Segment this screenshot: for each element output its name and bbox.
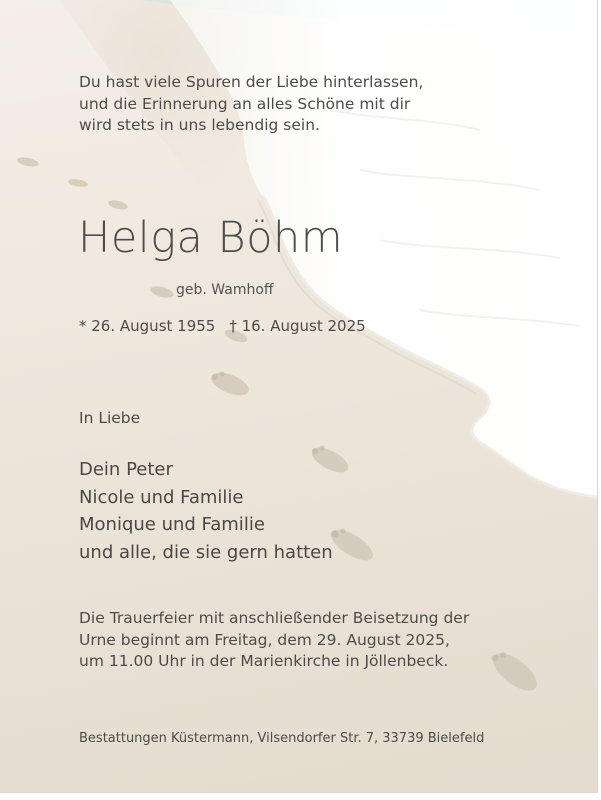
mourner-line: Monique und Familie bbox=[79, 514, 265, 535]
mourner-line: und alle, die sie gern hatten bbox=[79, 541, 333, 563]
verse-line: Du hast viele Spuren der Liebe hinterlassen, bbox=[79, 73, 424, 91]
mourners-list bbox=[79, 456, 333, 566]
verse-line: und die Erinnerung an alles Schöne mit dir bbox=[79, 94, 411, 113]
memorial-verse bbox=[79, 72, 499, 137]
funeral-home-address: Bestattungen Küstermann, Vilsendorfer Str. 7, 33739 Bielefeld bbox=[79, 731, 485, 746]
life-dates bbox=[79, 316, 366, 336]
deceased-name: Helga Böhm bbox=[78, 213, 344, 263]
mourner-line: Dein Peter bbox=[79, 459, 173, 480]
funeral-service-info bbox=[79, 608, 469, 673]
ceremony-line: Urne beginnt am Freitag, dem 29. August 2025, bbox=[79, 630, 450, 649]
death-date: † 16. August 2025 bbox=[229, 317, 366, 335]
mourner-line: Nicole und Familie bbox=[79, 486, 244, 508]
in-love-heading: In Liebe bbox=[79, 409, 141, 427]
ceremony-line: um 11.00 Uhr in der Marienkirche in Jöllenbeck. bbox=[79, 652, 449, 670]
verse-line: wird stets in uns lebendig sein. bbox=[79, 116, 320, 134]
maiden-name: geb. Wamhoff bbox=[176, 282, 274, 298]
ceremony-line: Die Trauerfeier mit anschließender Beisetzung der bbox=[79, 609, 470, 627]
birth-date: * 26. August 1955 bbox=[79, 317, 216, 335]
